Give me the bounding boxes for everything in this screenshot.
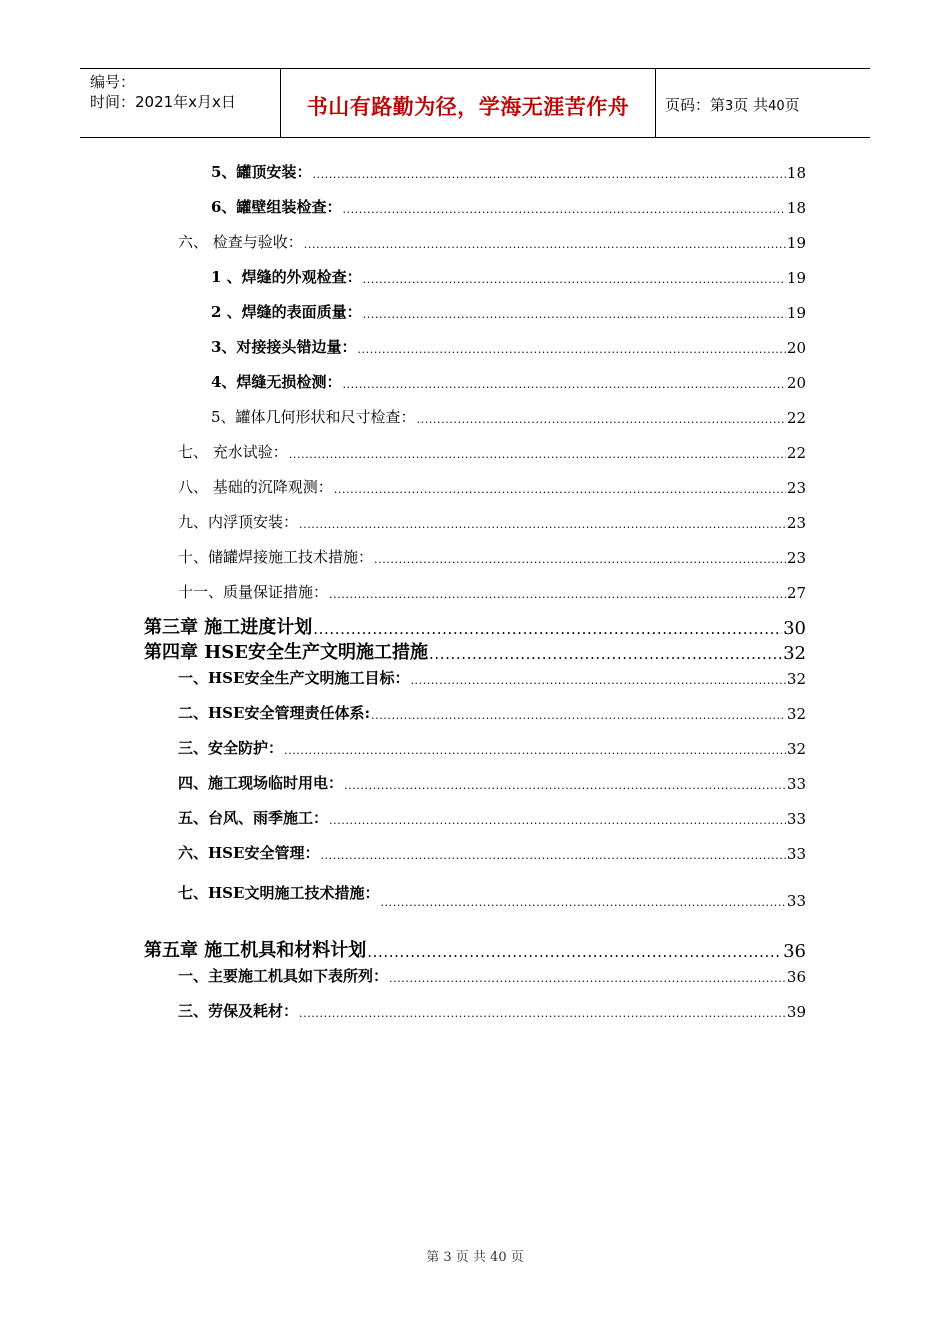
toc-page: 32 xyxy=(786,705,806,723)
page-suffix: 页 xyxy=(784,96,800,114)
page-footer: 第 3 页 共 40 页 xyxy=(426,1250,524,1265)
page-prefix: 页码：第 xyxy=(665,96,726,114)
toc-entry[interactable] xyxy=(178,666,806,688)
toc-title: 十一、质量保证措施： xyxy=(178,583,329,601)
toc-entry[interactable] xyxy=(178,771,806,793)
toc-entry[interactable] xyxy=(178,510,806,532)
toc-chapter-title: 第五章 施工机具和材料计划 xyxy=(144,940,367,961)
toc-page: 20 xyxy=(786,339,806,357)
page-current: 3 xyxy=(725,99,734,114)
toc-leader xyxy=(374,553,786,564)
toc-chapter[interactable] xyxy=(144,938,806,962)
toc-leader xyxy=(344,779,786,790)
toc-title: 八、 基础的沉降观测： xyxy=(178,478,333,496)
toc-title: 五、台风、雨季施工： xyxy=(178,809,329,827)
toc-entry[interactable] xyxy=(178,999,806,1021)
toc-title: 5、罐体几何形状和尺寸检查： xyxy=(211,408,416,426)
toc-title: 3、对接接头错边量： xyxy=(211,338,357,356)
header-motto-cell xyxy=(280,69,656,137)
toc-title: 1 、焊缝的外观检查： xyxy=(211,268,362,286)
toc-title: 2 、焊缝的表面质量： xyxy=(211,303,362,321)
toc-entry[interactable] xyxy=(178,964,806,986)
toc-page: 32 xyxy=(783,643,806,664)
toc-page: 32 xyxy=(786,670,806,688)
toc-page: 18 xyxy=(786,164,806,182)
toc-page: 27 xyxy=(786,584,806,602)
toc-page: 36 xyxy=(786,968,806,986)
toc-title: 4、焊缝无损检测： xyxy=(211,373,342,391)
toc-entry[interactable] xyxy=(211,370,806,392)
toc-page: 23 xyxy=(786,549,806,567)
toc-title: 十、储罐焊接施工技术措施： xyxy=(178,548,374,566)
page-header xyxy=(80,68,870,138)
toc-page: 22 xyxy=(786,444,806,462)
page-total: 40 xyxy=(768,99,785,114)
toc-leader xyxy=(329,814,786,825)
toc-leader xyxy=(410,674,785,685)
toc-page: 20 xyxy=(786,374,806,392)
toc-page: 32 xyxy=(786,740,806,758)
toc-leader xyxy=(367,944,782,959)
toc-page: 22 xyxy=(786,409,806,427)
header-page-cell xyxy=(655,69,870,137)
toc-leader xyxy=(357,343,785,354)
toc-page: 18 xyxy=(786,199,806,217)
toc-leader xyxy=(329,588,786,599)
toc-leader xyxy=(299,518,786,529)
toc-entry[interactable] xyxy=(178,736,806,758)
toc-leader xyxy=(342,203,785,214)
toc-entry[interactable] xyxy=(178,884,806,910)
toc-entry[interactable] xyxy=(178,545,806,567)
toc-entry[interactable] xyxy=(211,335,806,357)
toc-leader xyxy=(371,709,786,720)
toc-title: 一、HSE安全生产文明施工目标： xyxy=(178,669,410,687)
toc-page: 23 xyxy=(786,514,806,532)
toc-title: 一、主要施工机具如下表所列： xyxy=(178,967,389,985)
toc-entry[interactable] xyxy=(211,405,806,427)
toc-entry[interactable] xyxy=(178,580,806,602)
toc-entry[interactable] xyxy=(178,230,806,252)
time-label: 时间：2021年x月x日 xyxy=(90,93,236,111)
toc-page: 19 xyxy=(786,304,806,322)
toc-leader xyxy=(389,972,786,983)
toc-title: 四、施工现场临时用电： xyxy=(178,774,344,792)
motto: 书山有路勤为径，学海无涯苦作舟 xyxy=(306,95,630,119)
toc-leader xyxy=(363,273,786,284)
toc-page: 23 xyxy=(786,479,806,497)
toc-title: 七、HSE文明施工技术措施： xyxy=(178,884,380,902)
page-info xyxy=(665,94,800,115)
page-mid: 页 共 xyxy=(733,96,769,114)
toc-leader xyxy=(334,483,786,494)
toc-title: 六、HSE安全管理： xyxy=(178,844,320,862)
toc-chapter[interactable] xyxy=(144,615,806,639)
toc-page: 33 xyxy=(786,892,806,910)
toc-page: 33 xyxy=(786,845,806,863)
number-label: 编号： xyxy=(90,73,136,91)
toc-title: 九、内浮顶安装： xyxy=(178,513,299,531)
toc-page: 33 xyxy=(786,810,806,828)
toc-leader xyxy=(284,744,786,755)
toc-entry[interactable] xyxy=(178,440,806,462)
toc-chapter-title: 第三章 施工进度计划 xyxy=(144,617,313,638)
header-left-cell xyxy=(80,69,280,137)
toc-page: 33 xyxy=(786,775,806,793)
toc-chapter-title: 第四章 HSE安全生产文明施工措施 xyxy=(144,642,428,663)
toc-leader xyxy=(313,621,782,636)
toc-entry[interactable] xyxy=(178,475,806,497)
toc-title: 三、安全防护： xyxy=(178,739,284,757)
toc-leader xyxy=(417,413,786,424)
toc-leader xyxy=(363,308,786,319)
toc-entry[interactable] xyxy=(211,265,806,287)
toc-title: 三、劳保及耗材： xyxy=(178,1002,299,1020)
toc-entry[interactable] xyxy=(211,300,806,322)
toc-chapter[interactable] xyxy=(144,640,806,664)
toc-leader xyxy=(320,849,785,860)
toc-page: 39 xyxy=(786,1003,806,1021)
toc-page: 30 xyxy=(783,618,806,639)
toc-page: 36 xyxy=(783,941,806,962)
toc-page: 19 xyxy=(786,234,806,252)
toc-leader xyxy=(380,896,785,907)
toc-entry[interactable] xyxy=(211,195,806,217)
toc-leader xyxy=(312,168,785,179)
toc-title: 二、HSE安全管理责任体系: xyxy=(178,704,370,722)
toc-leader xyxy=(342,378,785,389)
toc-title: 5、罐顶安装： xyxy=(211,163,312,181)
toc-entry[interactable] xyxy=(178,841,806,863)
toc-title: 六、 检查与验收： xyxy=(178,233,303,251)
toc-entry[interactable] xyxy=(178,701,806,723)
toc-entry[interactable] xyxy=(211,160,806,182)
toc-title: 6、罐壁组装检查： xyxy=(211,198,342,216)
toc-leader xyxy=(429,646,782,661)
toc-page: 19 xyxy=(786,269,806,287)
toc-title: 七、 充水试验： xyxy=(178,443,288,461)
toc-leader xyxy=(299,1007,786,1018)
toc-leader xyxy=(304,238,786,249)
toc-entry[interactable] xyxy=(178,806,806,828)
toc-leader xyxy=(289,448,786,459)
